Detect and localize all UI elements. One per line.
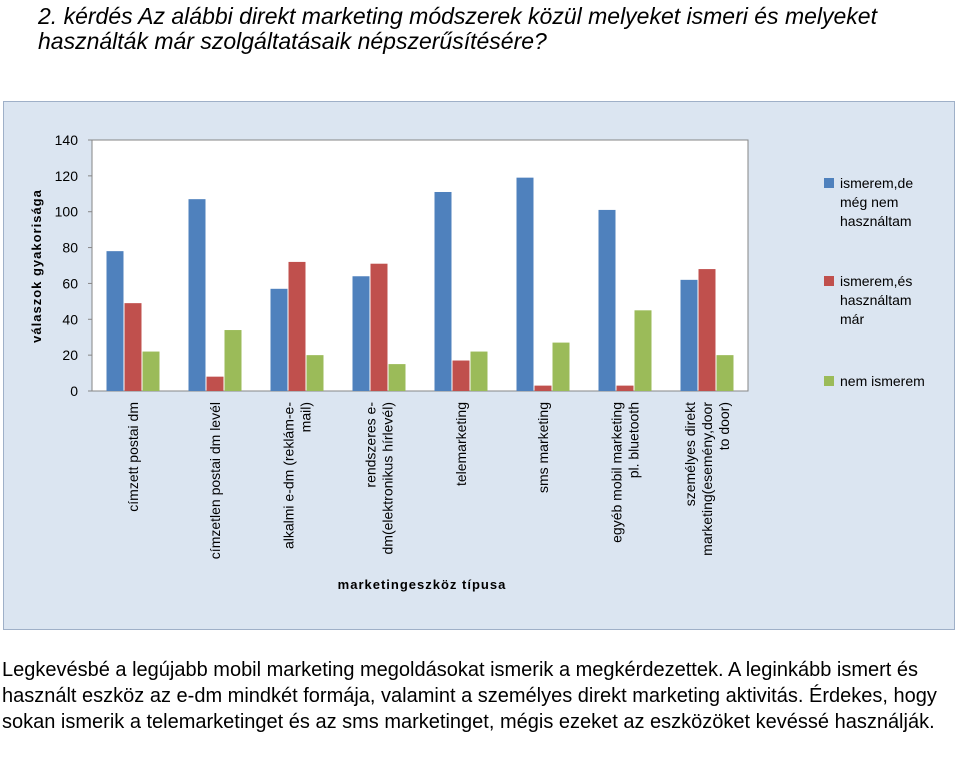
legend-label: használtam — [840, 213, 912, 229]
bar — [189, 199, 206, 391]
y-tick-label: 120 — [54, 167, 78, 184]
summary-text: Legkevésbé a legújabb mobil marketing megoldásokat ismerik a megkérdezettek. A leginkább ismert és használt eszköz az e-dm mindkét formája, valamint a személyes direkt marketing aktivitás. Érdekes, hogy sokan ismerik a telemarketinget és az sms marketinget, mégis ezeket az eszközöket kevéssé használják. — [2, 659, 937, 733]
bar — [435, 192, 452, 391]
category-label: sms marketing — [535, 402, 551, 494]
bar — [635, 310, 652, 391]
y-tick-label: 60 — [62, 275, 78, 292]
category-label: címzett postai dm — [125, 402, 141, 512]
bar — [535, 386, 552, 391]
legend-label: nem ismerem — [840, 373, 925, 389]
category-label: pl. bluetooth — [625, 402, 642, 479]
x-axis-label: marketingeszköz típusa — [337, 577, 507, 592]
bar — [617, 386, 634, 391]
bar — [389, 364, 406, 391]
y-tick-label: 100 — [54, 203, 78, 220]
legend-label: már — [840, 311, 865, 327]
bar — [471, 352, 488, 391]
y-tick-label: 140 — [54, 132, 78, 148]
bar — [681, 280, 698, 391]
category-label: egyéb mobil marketing — [608, 402, 625, 543]
bar — [271, 289, 288, 391]
legend-label: ismerem,és — [840, 273, 913, 289]
bar — [225, 330, 242, 391]
category-label: mail) — [297, 402, 314, 433]
y-tick-label: 80 — [62, 239, 78, 256]
category-label: címzetlen postai dm levél — [207, 402, 223, 560]
category-label: to door) — [716, 402, 732, 451]
bar — [125, 303, 142, 391]
chart-area — [3, 101, 955, 630]
bar — [207, 377, 224, 391]
category-label: rendszeres e- — [362, 402, 379, 488]
legend-swatch — [824, 376, 834, 386]
legend-label: ismerem,de — [840, 175, 914, 191]
category-label: telemarketing — [453, 402, 469, 487]
bar — [289, 262, 306, 391]
bar — [553, 343, 570, 391]
category-label: dm(elektronikus hírlevél) — [379, 402, 396, 555]
legend-label: még nem — [840, 194, 899, 210]
bar — [599, 210, 616, 391]
bar — [699, 269, 716, 391]
y-tick-label: 40 — [62, 311, 78, 328]
y-tick-label: 0 — [70, 383, 78, 399]
category-label: személyes direkt — [682, 402, 698, 507]
legend-swatch — [824, 178, 834, 188]
y-axis-label: válaszok gyakorisága — [29, 189, 44, 343]
category-label: alkalmi e-dm (reklám-e- — [280, 402, 297, 550]
bar — [717, 355, 734, 391]
bar — [353, 276, 370, 391]
legend-label: használtam — [840, 292, 912, 308]
bar — [143, 352, 160, 391]
bar — [453, 361, 470, 391]
bar-chart — [4, 102, 954, 629]
bar — [107, 251, 124, 391]
bar — [307, 355, 324, 391]
question-title: 2. kérdés Az alábbi direkt marketing módszerek közül melyeket ismeri és melyeket használták már szolgáltatásaik népszerűsítésére? — [38, 3, 877, 54]
bar — [517, 178, 534, 391]
category-label: marketing(esemény,door — [699, 402, 715, 556]
bar — [371, 264, 388, 391]
legend-swatch — [824, 276, 834, 286]
y-tick-label: 20 — [62, 347, 78, 364]
